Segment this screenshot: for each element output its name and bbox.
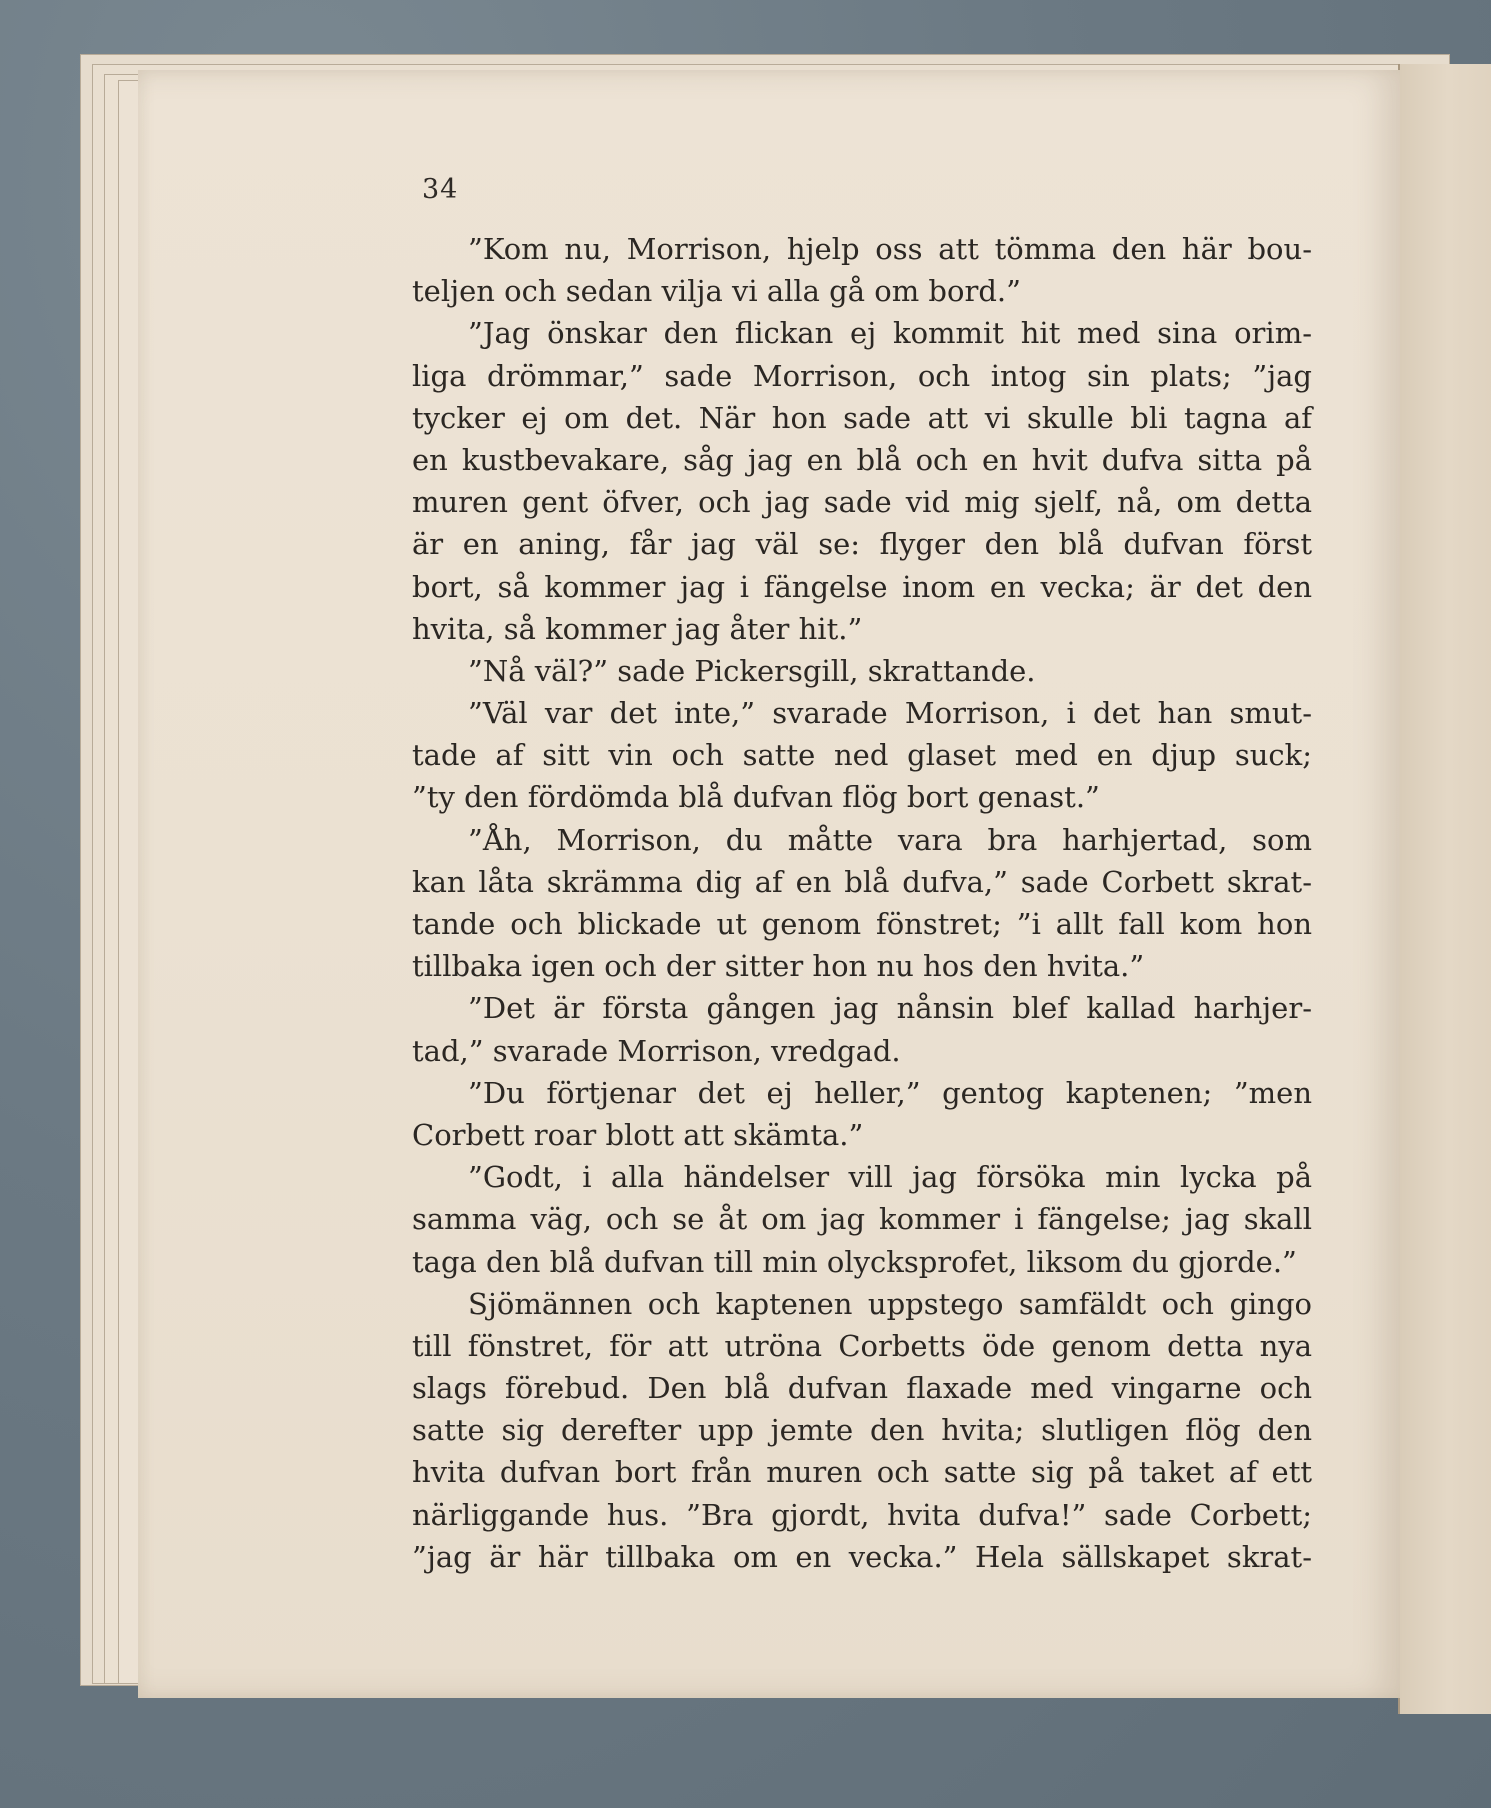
text-line: ”ty den fördömda blå dufvan flög bort genast.” [412, 780, 1100, 815]
text-line: tad,” svarade Morrison, vredgad. [412, 1033, 901, 1068]
text-line: närliggande hus. ”Bra gjordt, hvita dufva!” sade Corbett; [412, 1497, 1312, 1532]
text-line: liga drömmar,” sade Morrison, och intog sin plats; ”jag [412, 358, 1312, 393]
page-number: 34 [422, 174, 459, 205]
text-line: är en aning, får jag väl se: flyger den blå dufvan först [412, 527, 1312, 562]
text-line: en kustbevakare, såg jag en blå och en hvit dufva sitta på [412, 442, 1312, 477]
text-line: ”Godt, i alla händelser vill jag försöka min lycka på [468, 1160, 1312, 1195]
text-line: tillbaka igen och der sitter hon nu hos den hvita.” [412, 949, 1145, 984]
facing-page [1398, 64, 1491, 1714]
text-line: ”Du förtjenar det ej heller,” gentog kaptenen; ”men [468, 1075, 1312, 1110]
text-line: slags förebud. Den blå dufvan flaxade med vingarne och [412, 1371, 1312, 1406]
text-line: ”Åh, Morrison, du måtte vara bra harhjertad, som [468, 822, 1312, 857]
text-line: hvita dufvan bort från muren och satte sig på taket af ett [412, 1455, 1312, 1490]
text-line: ”jag är här tillbaka om en vecka.” Hela sällskapet skrat- [412, 1539, 1312, 1574]
text-line: kan låta skrämma dig af en blå dufva,” sade Corbett skrat- [412, 864, 1312, 899]
text-line: Corbett roar blott att skämta.” [412, 1117, 864, 1152]
text-line: Sjömännen och kaptenen uppstego samfäldt och gingo [468, 1286, 1312, 1321]
body-text [412, 228, 1312, 1578]
text-line: ”Väl var det inte,” svarade Morrison, i det han smut- [468, 696, 1312, 731]
text-line: till fönstret, för att utröna Corbetts öde genom detta nya [412, 1328, 1312, 1363]
text-line: ”Jag önskar den flickan ej kommit hit med sina orim- [468, 316, 1312, 351]
text-line: ”Det är första gången jag nånsin blef kallad harhjer- [468, 991, 1312, 1026]
text-line: bort, så kommer jag i fängelse inom en vecka; är det den [412, 569, 1312, 604]
text-line: teljen och sedan vilja vi alla gå om bord.” [412, 274, 1021, 309]
text-line: tycker ej om det. När hon sade att vi skulle bli tagna af [412, 400, 1312, 435]
text-line: satte sig derefter upp jemte den hvita; slutligen flög den [412, 1413, 1312, 1448]
text-line: ”Kom nu, Morrison, hjelp oss att tömma den här bou- [468, 232, 1312, 266]
text-line: ”Nå väl?” sade Pickersgill, skrattande. [468, 653, 1036, 688]
text-line: taga den blå dufvan till min olycksprofet, liksom du gjorde.” [412, 1244, 1297, 1279]
text-line: samma väg, och se åt om jag kommer i fängelse; jag skall [412, 1202, 1312, 1237]
text-line: hvita, så kommer jag åter hit.” [412, 611, 863, 646]
text-line: tande och blickade ut genom fönstret; ”i allt fall kom hon [412, 907, 1312, 941]
text-line: tade af sitt vin och satte ned glaset med en djup suck; [412, 738, 1312, 773]
text-line: muren gent öfver, och jag sade vid mig sjelf, nå, om detta [412, 485, 1312, 520]
